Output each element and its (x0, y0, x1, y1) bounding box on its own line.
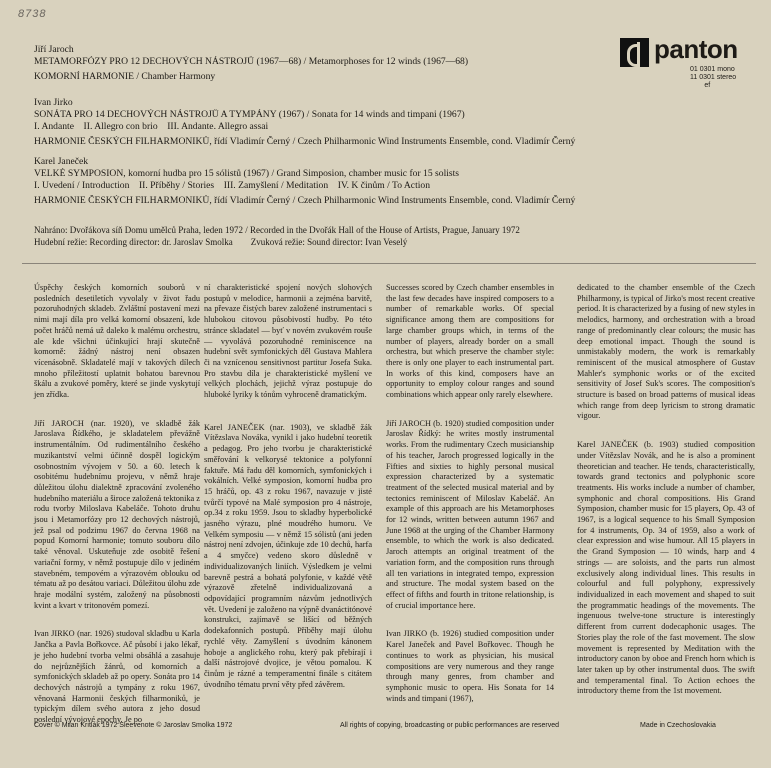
recording-info (34, 224, 594, 248)
piece-1 (34, 44, 594, 83)
notes-paragraph: Karel JANEČEK (b. 1903) studied composition under Vítězslav Novák, and he is also a prominent theoretician and teacher. He tends, characteristically, towards grand tectonics and polyphonic score treatments. His works include a number of chamber, symphonic and choral compositions. His Grand Symposion, chamber music for 15 players, Op. 43 of 1967, is a logical sequence to his Small Symposion for 4 instruments, Op. 34 of 1959, also a work of clear expression and wise humour. All 15 players in the Grand Symposion — 10 winds, harp and 4 strings — are soloists, and the parts run almost exclusively along individual lines. This results in colourful and full polyphony, expressively individualized in each movement and shaped to suit the programmatic headings of the movements. The ingenuous twelve-tone structure is interestingly different from current dodecaphonic usages. The Stories play the role of the fast movement. The slow movement is represented by Meditation with the introductory canon by oboe and French horn which is later taken up by other instrumental duos. The swift and temperamental final. To Action echoes the introductory theme from the 1st movement. (577, 440, 755, 696)
recording-line-2: Hudební režie: Recording director: dr. Jaroslav Smolka Zvuková režie: Sound director: Ivan Veselý (34, 237, 408, 247)
recording-line-1: Nahráno: Dvořákova síň Domu umělců Praha, leden 1972 / Recorded in the Dvořák Hall of the House of Artists, Prague, January 1972 (34, 225, 520, 235)
notes-column-3 (386, 283, 554, 714)
notes-column-2 (204, 283, 372, 700)
notes-paragraph: Úspěchy českých komorních souborů v posledních desetiletích vyvolaly v život řadu pozoruhodných skladeb. Zvláštní postavení mezi nimi mají díla pro velká komorní obsazení, kde počet hráčů nemá už daleko k malému orchestru, ale kde všichni účinkující hrají skutečně komorně: žádný nástroj není obsazen vícenásobně. Skladatelé mají v takových dílech mnoho příležitostí uplatnit bohatou barevnou škálu a zvukové poměry, které se jinde vyskytují jen zřídka. (34, 283, 200, 400)
catalog-mono: 01 0301 mono (690, 66, 735, 73)
catalog-code: ef (704, 82, 711, 89)
notes-paragraph: ní charakteristické spojení nových slohových postupů v melodice, harmonii a zejména barvitě, na převaze čistých barev založené instrumentaci s hlubokou citovou působivostí hudby. Po této stránce skladatel — byť v novém zvukovém rouše — vyvolává pozoruhodné reminiscence na hudební svět symfonických děl Gustava Mahlera či na vznícenou sensitivnost partitur Josefa Suka. Pro stavbu díla je charakteristické myšlení ve velkých plochách, jejichž výraz postupuje do hluboké lyriky k tónům vyhroceně dramatickým. (204, 283, 372, 400)
notes-paragraph: dedicated to the chamber ensemble of the Czech Philharmony, is typical of Jirko's most recent creative period. It is characterized by a fusing of new styles in melodics, harmony, and orchestration with a broad range of predominantly clear colours; the music has deep emotional impact. Though the sound is unmistakably modern, the work is remarkably reminiscent of the musical atmosphere of Gustav Mahler's symphonic works or of the excited sensitivity of Josef Suk's scores. The composition's structure is based on broad patterns of musical ideas which range from deep lyricism to strong dramatic vigour. (577, 283, 755, 421)
piece-3-movements: I. Uvedení / Introduction II. Příběhy / Stories III. Zamyšlení / Meditation IV. K činům / To Action (34, 180, 430, 191)
piece-1-performers: KOMORNÍ HARMONIE / Chamber Harmony (34, 71, 216, 82)
footer-credits: Cover © Milan Kritlák 1972 Sleevenote © Jaroslav Smolka 1972 (34, 722, 233, 729)
notes-paragraph: Jiří JAROCH (nar. 1920), ve skladbě žák Jaroslava Řídkého, je skladatelem převážně instrumentálním. Od rudimentálního českého muzikantství velmi účinně dospěl logickým osobnostním vývojem v 50. a 60. letech k osobitému hudebnímu projevu, v němž hraje důležitou úlohu dialektně zpracování zvoleného hudebního materiálu a široce založená tektonika z rodu tvorby Miloslava Kabeláče. Tohoto druhu jsou i Metamorfózy pro 12 dechových nástrojů, jež psal od podzimu 1967 do června 1968 na popud Komorní harmonie; tomuto souboru dílo také věnoval. Uskuteňuje zde osobitě řešení variační formy, v němž postupuje dílo v jediném stavebném, tempovém a výrazovém oblouku od tématu až po desátou variaci. Důležitou úlohu zde hraje modální systém, založený na působnosti kvint a kvart v tritonovém pomezí. (34, 418, 200, 610)
divider (22, 263, 756, 264)
piece-2-composer: Ivan Jirko (34, 97, 73, 108)
notes-paragraph: Jiří JAROCH (b. 1920) studied composition under Jaroslav Řídký: he writes mostly instrumental works. From the rudimentary Czech musicianship of his teacher, Jaroch progressed logically in the Fifties and sixties to highly personal musical expression characterized by a systematic treatment of the selected musical material and by tectonics reminiscent of Miloslav Kabeláč. An example of this approach are his Metamorphoses for 12 winds, written between autumn 1967 and June 1968 at the urging of the Chamber Harmony ensemble, to which the work is also dedicated. Jaroch attempts an original treatment of the variation form, and the composition runs through all ten variations in integrated tempo, expression and structure. The modal system based on the effect of fifths and fourth in tritone relationship, is of crucial importance here. (386, 418, 554, 610)
piece-2 (34, 97, 594, 148)
pencil-mark: 8738 (18, 8, 47, 20)
panton-logo-icon (620, 38, 649, 67)
piece-1-composer: Jiří Jaroch (34, 44, 74, 55)
notes-paragraph: Karel JANEČEK (nar. 1903), ve skladbě žák Vítězslava Nováka, vynikl i jako hudební teoretik a pedagog. Pro jeho tvorbu je charakteristické směřování k velkorysé tektonice a polyfonní faktuře. Má řadu děl komorních, symfonických i vokálních. Velké symposion, komorní hudba pro 15 hráčů, op. 43 z roku 1967, navazuje v jisté tvůrčí typové na Malé symposion pro 4 nástroje, op.34 z roku 1959. Jsou to skladby hyperbolické jasného výrazu, plné moudrého humoru. Ve Velkém symposiu — v němž 15 sólistů (ani jeden nástroj není zdvojen, účinkuje zde 10 dechů, harfa a 4 smyčce) vedeno skoro důsledně v individualizovaných liniích. Výsledkem je velmi barevně pestrá a bohatá polyfonie, v každé větě výrazově zřetelně individualizovaná a odpovídající programním názvům jednotlivých vět. Uvedení je založeno na výpně dvanáctitónové konstrukci, zajímavě se lišící od běžných dodekafonních postupů. Příběhy mají úlohu rychlé věty. Zamyšlení s úvodním kánonem hoboje a anglického rohu, který pak přebírají i další nástrojové dvojice, je větou pomalou. K činům je rázné a temperamentní finále s citátem úvodního tématu první věty před závěrem. (204, 422, 372, 689)
catalog-numbers (690, 66, 736, 90)
piece-2-title: SONÁTA PRO 14 DECHOVÝCH NÁSTROJŮ A TYMPÁNY (1967) / Sonata for 14 winds and timpani (1967) (34, 109, 465, 120)
notes-column-1 (34, 283, 200, 736)
piece-1-title: METAMORFÓZY PRO 12 DECHOVÝCH NÁSTROJŮ (1967—68) / Metamorphoses for 12 winds (1967—68) (34, 56, 469, 67)
notes-paragraph: Ivan JIRKO (b. 1926) studied composition under Karel Janeček and Pavel Bořkovec. Though he continues to work as physician, his musical compositions are very numerous and they range through many genres, from chamber and symphonic music to opera. His Sonata for 14 winds and timpani (1967), (386, 629, 554, 703)
piece-3 (34, 156, 594, 207)
footer-rights: All rights of copying, broadcasting or public performances are reserved (340, 722, 560, 729)
notes-column-4 (577, 283, 755, 707)
catalog-stereo: 11 0301 stereo (690, 74, 737, 81)
footer-made-in: Made in Czechoslovakia (640, 722, 716, 729)
notes-paragraph: Ivan JIRKO (nar. 1926) studoval skladbu u Karla Jančka a Pavla Bořkovce. Ač působí i jako lékař, je jeho hudební tvorba velmi obsáhlá a zasahuje do nejrůznějších žánrů, od komorních a symfonických skladeb až po opery. Sonáta pro 14 dechových nástrojů a tympány z roku 1967, věnovaná Harmonii českých filharmoniků, je typickým dílem svého autora z jeho dosud poslední vývojové epochy. Je po (34, 629, 200, 725)
notes-paragraph: Successes scored by Czech chamber ensembles in the last few decades have inspired composers to a number of remarkable works. Of special significance among them are compositions for large chamber groups which, in terms of the number of players, already border on a small orchestra, but which preserve the chamber style: there is only one player to each instrumental part. In works of this kind, composers have an opportunity to employ colour ranges and sound combinations which appear only rarely elsewhere. (386, 283, 554, 400)
piece-2-performers: HARMONIE ČESKÝCH FILHARMONIKŮ, řídí Vladimír Černý / Czech Philharmonic Wind Instruments Ensemble, cond. Vladimír Černý (34, 136, 576, 147)
piece-2-movements: I. Andante II. Allegro con brio III. Andante. Allegro assai (34, 121, 269, 132)
piece-3-performers: HARMONIE ČESKÝCH FILHARMONIKŮ, řídí Vladimír Černý / Czech Philharmonic Wind Instruments Ensemble, cond. Vladimír Černý (34, 195, 576, 206)
piece-3-title: VELKÉ SYMPOSION, komorní hudba pro 15 sólistů (1967) / Grand Simposion, chamber music for 15 solists (34, 168, 460, 179)
panton-logo-text: panton (654, 34, 738, 64)
piece-3-composer: Karel Janeček (34, 156, 89, 167)
